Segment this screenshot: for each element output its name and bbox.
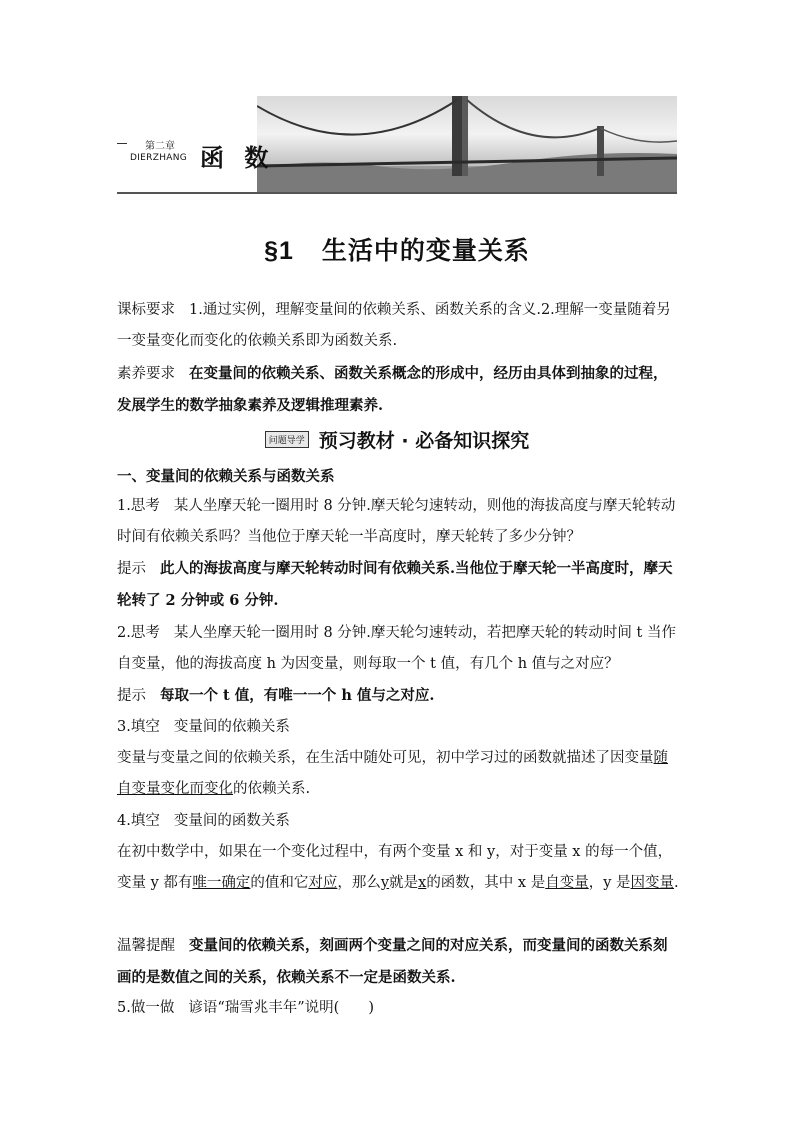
q3-label: 3.填空 bbox=[117, 719, 160, 735]
banner-divider bbox=[117, 192, 677, 194]
q4-blank: x bbox=[418, 875, 427, 891]
standards-text: 1.通过实例，理解变量间的依赖关系、函数关系的含义.2.理解一变量随着另一变量变化而变化的依赖关系即为函数关系. bbox=[117, 302, 671, 349]
section-title bbox=[0, 231, 794, 267]
q4-text: 的值和它 bbox=[250, 875, 309, 891]
literacy-text: 在变量间的依赖关系、函数关系概念的形成中，经历由具体到抽象的过程，发展学生的数学抽象素养及逻辑推理素养. bbox=[117, 365, 668, 414]
q4-blank: 对应 bbox=[308, 875, 338, 891]
q4-text: . bbox=[674, 875, 679, 891]
q2-hint: 每取一个 t 值，有唯一一个 h 值与之对应. bbox=[160, 687, 435, 704]
q1-hint-label: 提示 bbox=[117, 561, 146, 577]
q3-blank: 随自变量变化而变化 bbox=[117, 750, 668, 797]
literacy-paragraph bbox=[117, 358, 679, 422]
q3-topic: 变量间的依赖关系 bbox=[173, 719, 290, 735]
reminder-paragraph bbox=[117, 930, 679, 994]
standards-label: 课标要求 bbox=[117, 302, 175, 318]
q4-text: ，那么 bbox=[337, 875, 381, 891]
question-3 bbox=[117, 712, 679, 805]
q1-text: 某人坐摩天轮一圈用时 8 分钟.摩天轮匀速转动，则他的海拔高度与摩天轮转动时间有依赖关系吗？当他位于摩天轮一半高度时，摩天轮转了多少分钟？ bbox=[117, 498, 676, 545]
q4-blank: 自变量 bbox=[545, 875, 589, 891]
q4-blank: 唯一确定 bbox=[192, 875, 251, 891]
heading-1: 一、变量间的依赖关系与函数关系 bbox=[117, 469, 335, 485]
standards-paragraph bbox=[117, 295, 679, 357]
q4-text: 就是 bbox=[389, 875, 419, 891]
q5-label: 5.做一做 bbox=[117, 1000, 175, 1016]
q1-hint: 此人的海拔高度与摩天轮转动时间有依赖关系.当他位于摩天轮一半高度时，摩天轮转了 2 分钟或 6 分钟. bbox=[117, 560, 673, 609]
question-5 bbox=[117, 993, 679, 1024]
q5-text: 谚语“瑞雪兆丰年”说明( ) bbox=[188, 1000, 374, 1016]
part-heading bbox=[0, 426, 794, 453]
q2-hint-label: 提示 bbox=[117, 688, 146, 704]
q1-label: 1.思考 bbox=[117, 498, 160, 514]
q4-text: 在初中数学中，如果在一个变化过程中，有两个变量 x 和 y，对于变量 x 的每一个值，变量 y 都有 bbox=[117, 844, 673, 891]
q4-label: 4.填空 bbox=[117, 813, 160, 829]
chapter-banner bbox=[117, 96, 677, 196]
reminder-text: 变量间的依赖关系，刻画两个变量之间的对应关系，而变量间的函数关系刻画的是数值之间的关系，依赖关系不一定是函数关系. bbox=[117, 937, 668, 986]
q3-text-b: 的依赖关系. bbox=[233, 781, 311, 797]
part-title: 预习教材 · 必备知识探究 bbox=[318, 430, 530, 452]
reminder-label: 温馨提醒 bbox=[117, 938, 175, 954]
q4-blank: y bbox=[380, 875, 390, 891]
chapter-title: 函 数 bbox=[200, 144, 275, 172]
q4-topic: 变量间的函数关系 bbox=[173, 813, 290, 829]
section-title-text: 生活中的变量关系 bbox=[321, 236, 530, 265]
part-tag: 问题导学 bbox=[265, 431, 309, 448]
chapter-number: 第二章 bbox=[145, 141, 175, 152]
question-2 bbox=[117, 618, 679, 712]
section-number: §1 bbox=[264, 237, 294, 265]
q4-text: 的函数，其中 x 是 bbox=[426, 875, 546, 891]
question-4 bbox=[117, 806, 679, 899]
question-1 bbox=[117, 491, 679, 617]
q4-blank: 因变量 bbox=[630, 875, 675, 891]
chapter-pinyin: DIERZHANG bbox=[130, 153, 188, 163]
q2-label: 2.思考 bbox=[117, 625, 160, 641]
q2-text: 某人坐摩天轮一圈用时 8 分钟.摩天轮匀速转动，若把摩天轮的转动时间 t 当作自变量，他的海拔高度 h 为因变量，则每取一个 t 值，有几个 h 值与之对应？ bbox=[117, 625, 676, 672]
bridge-photo bbox=[257, 96, 677, 192]
q4-text: ，y 是 bbox=[588, 875, 631, 891]
q3-text-a: 变量与变量之间的依赖关系，在生活中随处可见，初中学习过的函数就描述了因变量 bbox=[117, 750, 654, 766]
literacy-label: 素养要求 bbox=[117, 366, 175, 382]
